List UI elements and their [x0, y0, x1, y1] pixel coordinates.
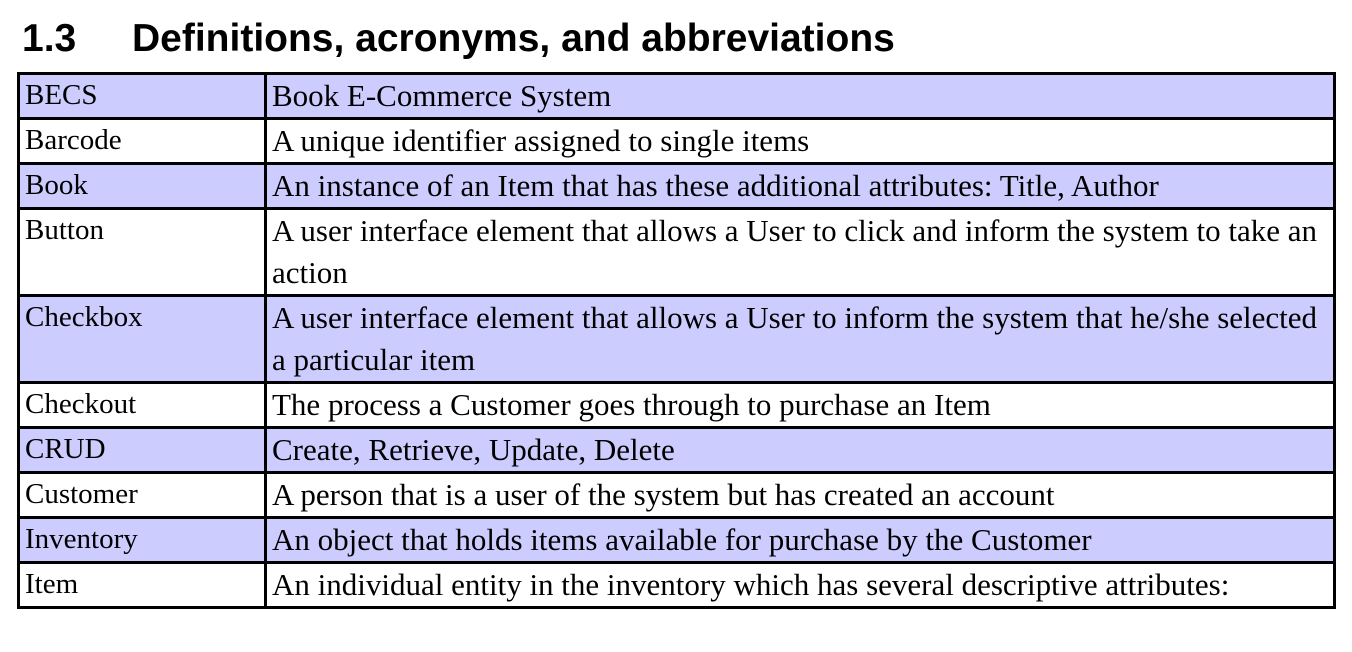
definition-cell: Create, Retrieve, Update, Delete [266, 428, 1335, 473]
section-number: 1.3 [22, 17, 77, 60]
table-row [19, 119, 1335, 164]
definition-cell: A unique identifier assigned to single items [266, 119, 1335, 164]
table-row [19, 296, 1335, 383]
definitions-table [17, 72, 1336, 609]
definition-cell: A person that is a user of the system but has created an account [266, 473, 1335, 518]
table-row [19, 563, 1335, 608]
term-cell: Button [19, 209, 266, 296]
term-cell: BECS [19, 74, 266, 119]
table-row [19, 428, 1335, 473]
definition-cell: An instance of an Item that has these additional attributes: Title, Author [266, 164, 1335, 209]
table-row [19, 473, 1335, 518]
term-cell: Book [19, 164, 266, 209]
section-title: Definitions, acronyms, and abbreviations [132, 17, 895, 60]
definition-cell: A user interface element that allows a User to click and inform the system to take an action [266, 209, 1335, 296]
table-row [19, 74, 1335, 119]
term-cell: Checkbox [19, 296, 266, 383]
term-cell: Inventory [19, 518, 266, 563]
term-cell: Item [19, 563, 266, 608]
definition-cell: A user interface element that allows a User to inform the system that he/she selected a particular item [266, 296, 1335, 383]
table-row [19, 209, 1335, 296]
definition-cell: An object that holds items available for purchase by the Customer [266, 518, 1335, 563]
term-cell: Customer [19, 473, 266, 518]
term-cell: Barcode [19, 119, 266, 164]
table-row [19, 518, 1335, 563]
definition-cell: An individual entity in the inventory which has several descriptive attributes: [266, 563, 1335, 608]
term-cell: Checkout [19, 383, 266, 428]
table-row [19, 383, 1335, 428]
definition-cell: Book E-Commerce System [266, 74, 1335, 119]
definition-cell: The process a Customer goes through to purchase an Item [266, 383, 1335, 428]
section-heading [22, 14, 895, 64]
table-row [19, 164, 1335, 209]
term-cell: CRUD [19, 428, 266, 473]
